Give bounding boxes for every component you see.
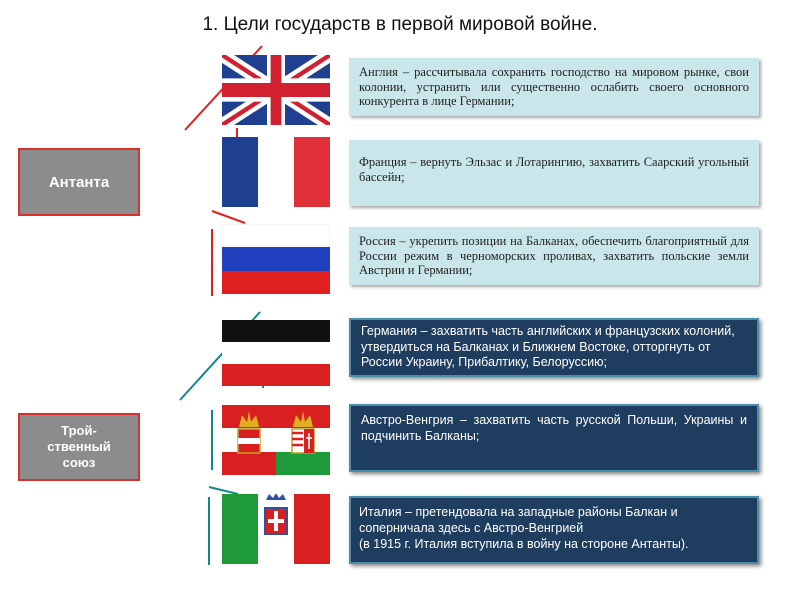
austria-hungary-goal-box: Австро-Венгрия – захватить часть русской Польши, Украины и подчинить Балканы; — [349, 404, 759, 472]
russia-goal-box: Россия – укрепить позиции на Балканах, обеспечить благоприятный для России режим в черноморских проливах, захватить польские земли Австрии и Германии; — [349, 227, 759, 285]
uk-flag — [222, 55, 330, 125]
russia-flag — [222, 224, 330, 294]
germany-flag — [222, 320, 330, 390]
austria-hungary-flag — [222, 405, 330, 475]
entente-line-russia-top — [212, 211, 245, 223]
page-title: 1. Цели государств в первой мировой войне. — [202, 14, 598, 35]
entente-label: Антанта — [18, 148, 140, 216]
triple-line-italy-top — [209, 487, 238, 494]
italy-flag — [222, 494, 330, 564]
italy-goal-box: Италия – претендовала на западные районы Балкан и соперничала здесь с Австро-Венгрией (в 1915 г. Италия вступила в войну на стороне Антанты). — [349, 496, 759, 564]
england-goal-box: Англия – рассчитывала сохранить господство на мировом рынке, свои колонии, устранить или существенно ослабить своего основного конкурента в лице Германии; — [349, 58, 759, 116]
france-flag — [222, 137, 330, 207]
germany-goal-box: Германия – захватить часть английских и французских колоний, утвердиться на Балканах и Ближнем Востоке, отторгнуть от России Украину, Прибалтику, Белоруссию; — [349, 318, 759, 377]
france-goal-box: Франция – вернуть Эльзас и Лотарингию, захватить Саарский угольный бассейн; — [349, 140, 759, 206]
triple-alliance-label: Трой- ственный союз — [18, 413, 140, 481]
